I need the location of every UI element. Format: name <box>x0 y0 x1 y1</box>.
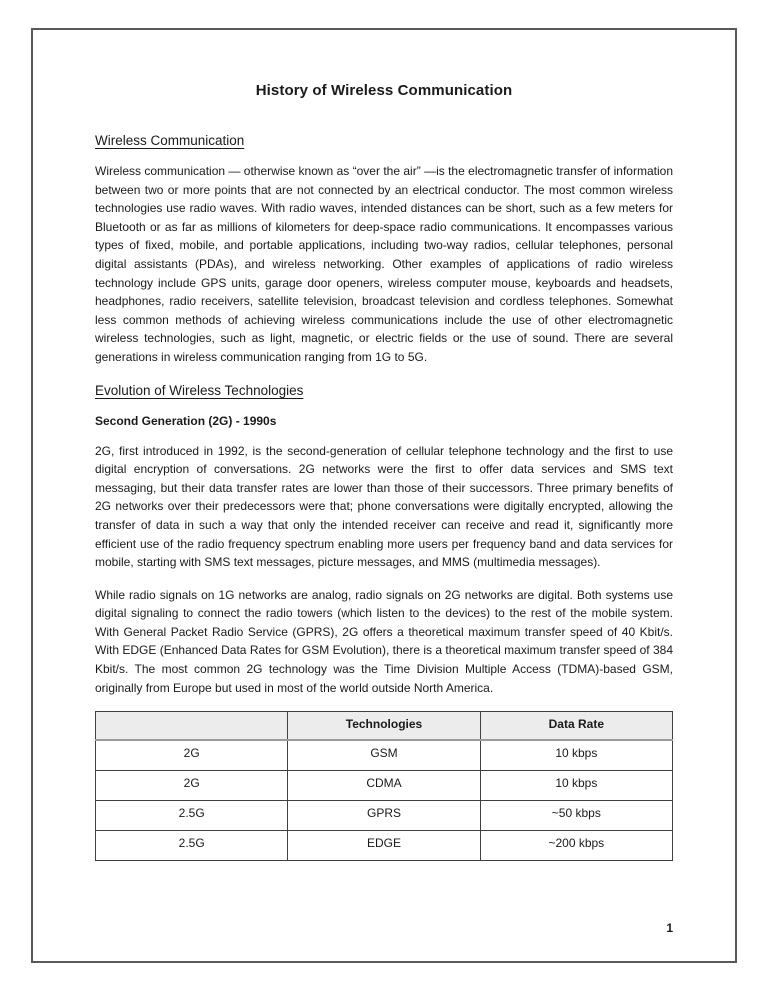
paragraph-wireless-communication: Wireless communication — otherwise known as “over the air” —is the electromagnetic transfer of information between two or more points that are not connected by an electrical conductor. The most common wireless technologies use radio waves. With radio waves, intended distances can be short, such as a few meters for Bluetooth or as far as millions of kilometers for deep-space radio communications. It encompasses various types of fixed, mobile, and portable applications, including two-way radios, cellular telephones, personal digital assistants (PDAs), and wireless networking. Other examples of applications of radio wireless technology include GPS units, garage door openers, wireless computer mouse, keyboards and headsets, headphones, radio receivers, satellite television, broadcast television and cordless telephones. Somewhat less common methods of achieving wireless communications include the use of other electromagnetic wireless technologies, such as light, magnetic, or electric fields or the use of sound. There are several generations in wireless communication ranging from 1G to 5G. <box>95 164 673 364</box>
table-header-generation <box>96 712 288 741</box>
document-page <box>31 28 737 963</box>
paragraph-2g-signals: While radio signals on 1G networks are analog, radio signals on 2G networks are digital. Both systems use digital signaling to connect the radio towers (which listen to the devices) to the rest of the mobile system. With General Packet Radio Service (GPRS), 2G offers a theoretical maximum transfer speed of 40 Kbit/s. With EDGE (Enhanced Data Rates for GSM Evolution), there is a theoretical maximum transfer speed of 384 Kbit/s. The most common 2G technology was the Time Division Multiple Access (TDMA)-based GSM, originally from Europe but used in most of the world outside North America. <box>95 587 673 695</box>
table-cell-generation: 2G <box>96 771 288 801</box>
table-cell-data-rate: 10 kbps <box>480 740 672 771</box>
table-cell-data-rate: 10 kbps <box>480 771 672 801</box>
subheading-second-generation-2g: Second Generation (2G) - 1990s <box>95 413 277 428</box>
document-content <box>33 30 735 861</box>
table-row <box>96 831 673 861</box>
table-cell-technology: CDMA <box>288 771 480 801</box>
table-cell-technology: GSM <box>288 740 480 771</box>
table-cell-data-rate: ~50 kbps <box>480 801 672 831</box>
table-row <box>96 740 673 771</box>
page-number: 1 <box>666 921 673 935</box>
table-header <box>96 712 673 741</box>
paragraph-2g-intro: 2G, first introduced in 1992, is the second-generation of cellular telephone technology and the first to use digital encryption of conversations. 2G networks were the first to offer data services and SMS text messaging, but their data transfer rates are lower than those of their successors. Three primary benefits of 2G networks over their predecessors were that; phone conversations were digitally encrypted, allowing the transfer of data in such a way that only the intended receiver can receive and read it, significantly more efficient use of the radio frequency spectrum enabling more users per frequency band and data services for mobile, starting with SMS text messages, picture messages, and MMS (multimedia messages). <box>95 443 673 570</box>
table-row <box>96 801 673 831</box>
document-title: History of Wireless Communication <box>255 82 513 99</box>
table-cell-technology: EDGE <box>288 831 480 861</box>
table-header-row <box>96 712 673 741</box>
table-cell-data-rate: ~200 kbps <box>480 831 672 861</box>
technologies-data-rate-table <box>95 711 673 861</box>
table-cell-technology: GPRS <box>288 801 480 831</box>
section-heading-evolution: Evolution of Wireless Technologies <box>95 382 304 398</box>
table-row <box>96 771 673 801</box>
table-cell-generation: 2G <box>96 740 288 771</box>
table-cell-generation: 2.5G <box>96 801 288 831</box>
table-header-technologies: Technologies <box>288 712 480 741</box>
table-header-data-rate: Data Rate <box>480 712 672 741</box>
section-heading-wireless-communication: Wireless Communication <box>95 133 245 148</box>
table-cell-generation: 2.5G <box>96 831 288 861</box>
